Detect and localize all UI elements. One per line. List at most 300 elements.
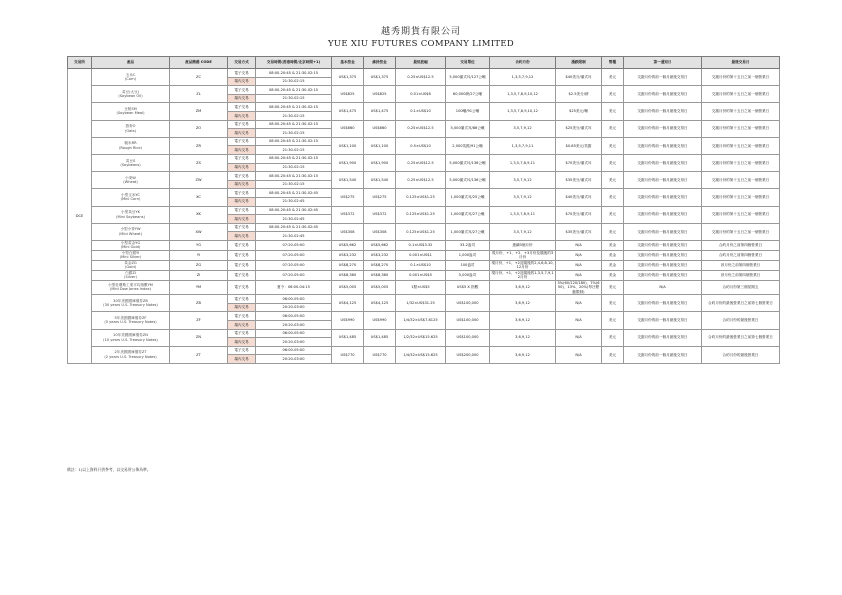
trading-method-cell: 場內交易	[228, 215, 256, 224]
product-name-cn: 小型白銀YI	[121, 250, 140, 255]
product-name-cn: 白銀ZI	[125, 270, 136, 275]
limit-cell: N/A	[556, 250, 602, 260]
trading-hours-cell: 08:00-20:45 & 21:30-02:15	[256, 120, 332, 129]
currency-cell: 美元	[602, 295, 624, 312]
first-notice-cell: 交割月份的前一個月最後交易日	[624, 329, 702, 346]
maintenance-cell: US$1,540	[364, 172, 396, 189]
product-name-cell	[92, 120, 170, 137]
initial-cell: US$1,900	[332, 154, 364, 171]
trading-method-cell: 場內交易	[228, 320, 256, 329]
table-row	[68, 329, 780, 338]
product-name-cn: 小型玉米YC	[121, 192, 140, 197]
product-name-en: (Mini Gold)	[120, 245, 141, 250]
product-name-en: (Soybean Oil)	[118, 94, 143, 99]
product-code-cell: YI	[170, 250, 228, 260]
first-notice-cell: 交割月份的前一個月最後交易日	[624, 295, 702, 312]
tick-cell: 0.1×US$3.32	[396, 240, 446, 250]
trading-hours-cell: 06:00-05:00	[256, 295, 332, 304]
maintenance-cell: US$825	[364, 86, 396, 103]
trading-hours-cell: 07:20-05:00	[256, 270, 332, 280]
maintenance-cell: US$660	[364, 120, 396, 137]
first-notice-cell: 交割月份的前一個月最後交易日	[624, 250, 702, 260]
limit-cell: $25美分/蒲式耳	[556, 120, 602, 137]
product-name-cell	[92, 154, 170, 171]
unit-cell: 100噸/91公噸	[446, 103, 490, 120]
months-cell: 3,5,7,9,12	[490, 172, 556, 189]
trading-method-cell: 場內交易	[228, 146, 256, 155]
trading-hours-cell: 07:20-05:00	[256, 250, 332, 260]
months-cell: 1,3,5,7,8,9,10,12	[490, 86, 556, 103]
table-row	[68, 86, 780, 95]
initial-cell: US$1,540	[332, 172, 364, 189]
first-notice-cell: 交割月份的前一個月最後交易日	[624, 137, 702, 154]
table-row	[68, 172, 780, 181]
initial-cell: US$4,125	[332, 295, 364, 312]
product-name-cn: 小型黃豆YK	[121, 210, 140, 215]
maintenance-cell: US$3,232	[364, 250, 396, 260]
tick-cell: 0.125×US$1.25	[396, 206, 446, 223]
initial-cell: US$5,662	[332, 240, 364, 250]
table-row	[68, 206, 780, 215]
unit-cell: 33.2盎司	[446, 240, 490, 250]
limit-cell: N/A	[556, 240, 602, 250]
contract-spec-table	[67, 56, 780, 364]
maintenance-cell: US$8,270	[364, 260, 396, 270]
currency-cell: 美金	[602, 240, 624, 250]
table-row	[68, 137, 780, 146]
initial-cell: US$825	[332, 86, 364, 103]
last-trade-cell: 合約月份的最後營業日之前第七個營業日	[702, 329, 780, 346]
table-row	[68, 154, 780, 163]
months-cell: 現月份、+1、+2及隨後的2,4,6,8,10,12月份	[491, 260, 554, 270]
initial-cell: US$275	[332, 189, 364, 206]
product-name-en: (Oats)	[124, 128, 137, 133]
product-code-cell: ZS	[170, 154, 228, 171]
first-notice-cell: 交割月份的前一個月最後交易日	[624, 270, 702, 280]
product-name-cn: 小型小麥YW	[120, 227, 141, 232]
first-notice-cell: 交割月份的前一個月最後交易日	[624, 172, 702, 189]
trading-hours-cell: 08:00-20:45 & 21:30-02:15	[256, 172, 332, 181]
trading-hours-cell: 08:00-20:45 & 21:30-02:15	[256, 103, 332, 112]
first-notice-cell: 交割月份的前一個月最後交易日	[624, 120, 702, 137]
unit-cell: 100盎司	[446, 260, 490, 270]
trading-method-cell: 電子交易	[228, 312, 256, 321]
footnote: 備註：1)以上資料只供參考，以交易所公佈為準。	[67, 467, 151, 472]
limit-cell: N/A	[556, 270, 602, 280]
months-cell: 現月份、+1、+2、+3月份及隨後的3月份	[490, 250, 556, 260]
currency-cell: 美元	[602, 103, 624, 120]
table-row	[68, 346, 780, 355]
column-header: 最低波幅	[396, 57, 446, 69]
unit-cell: US$100,000	[446, 312, 490, 329]
product-code-cell: ZI	[170, 270, 228, 280]
tick-cell: 0.5×US$10	[396, 137, 446, 154]
column-header: 基本按金	[332, 57, 364, 69]
months-cell: 1,3,5,7,8,9,11	[490, 206, 556, 223]
product-name-cell	[92, 206, 170, 223]
tick-cell: 0.25×US$12.5	[396, 172, 446, 189]
product-name-cell	[92, 172, 170, 189]
tick-cell: 0.1×US$10	[396, 103, 446, 120]
trading-method-cell: 電子交易	[228, 280, 256, 294]
unit-cell: 1,000蒲式耳/25公噸	[446, 189, 490, 206]
limit-cell: $25美元/噸	[556, 103, 602, 120]
limit-cell: N/A	[556, 346, 602, 363]
product-name-en: (10 years U.S. Treasury Notes)	[103, 337, 158, 342]
product-name-cell	[92, 189, 170, 206]
last-trade-cell: 合約月份第三個星期五	[702, 280, 780, 294]
maintenance-cell: US$5,662	[364, 240, 396, 250]
trading-method-cell: 場內交易	[228, 197, 256, 206]
trading-method-cell: 電子交易	[228, 250, 256, 260]
trading-hours-cell: 夏令：06:00-04:15	[256, 280, 332, 294]
product-code-cell: ZO	[170, 120, 228, 137]
maintenance-cell: US$5,005	[364, 280, 396, 294]
limit-cell: $40美分/蒲式耳	[556, 69, 602, 86]
last-trade-cell: 該月份之前第四個營業日	[702, 270, 780, 280]
trading-method-cell: 電子交易	[228, 86, 256, 95]
last-trade-cell: 交割月份的第十五日之前一個營業日	[702, 103, 780, 120]
trading-hours-cell: 21:30-02:15	[256, 180, 332, 189]
months-cell: 1,3,5,7,9,11	[490, 137, 556, 154]
product-name-en: (Mini Soybeans)	[116, 214, 145, 219]
product-name-cn: 燕麥O	[125, 124, 136, 129]
company-name-cn: 越秀期貨有限公司	[380, 27, 461, 37]
product-name-en: (Soybean Meal)	[116, 111, 145, 116]
first-notice-cell: N/A	[624, 280, 702, 294]
first-notice-cell: 交割月份的前一個月最後交易日	[624, 103, 702, 120]
trading-hours-cell: 21:30-02:15	[256, 146, 332, 155]
trading-method-cell: 場內交易	[228, 338, 256, 347]
product-name-cn: 黃豆(大豆)	[121, 89, 140, 94]
months-cell: 現月份、+1、+2及隨後的1,3,5,7,9,12月份	[491, 270, 554, 280]
first-notice-cell: 交割月份的前一個月最後交易日	[624, 240, 702, 250]
last-trade-cell: 合約月份的最後營業日	[702, 312, 780, 329]
limit-cell: N/A	[556, 295, 602, 312]
product-code-cell: ZG	[170, 260, 228, 270]
currency-cell: 美元	[602, 312, 624, 329]
product-name-cell	[92, 295, 170, 312]
initial-cell: US$5,005	[332, 280, 364, 294]
maintenance-cell: US$275	[364, 189, 396, 206]
table-row	[68, 260, 780, 270]
unit-cell: 5,000蒲式耳/136公噸	[446, 172, 490, 189]
limit-cell: 3%(60/120/180)、7%(650)、13%、20%(每日變動限制)	[557, 280, 600, 294]
product-name-en: (Silver)	[124, 275, 137, 280]
trading-hours-cell: 06:00-05:00	[256, 346, 332, 355]
trading-hours-cell: 20:20-03:00	[256, 355, 332, 364]
trading-hours-cell: 08:00-20:45 & 21:30-02:15	[256, 86, 332, 95]
unit-cell: 1,000蒲式耳/27公噸	[446, 223, 490, 240]
product-name-en: (Mini Wheat)	[119, 231, 142, 236]
last-trade-cell: 合約月份之前第四個營業日	[702, 250, 780, 260]
limit-cell: $35美分/蒲式耳	[556, 172, 602, 189]
product-name-en: (Mini Silver)	[119, 255, 142, 260]
product-name-en: (Soybeans)	[120, 163, 141, 168]
tick-cell: 1/4/32×US$7.8125	[396, 312, 446, 329]
initial-cell: US$308	[332, 223, 364, 240]
months-cell: 1,3,5,7,8,9,10,12	[490, 103, 556, 120]
first-notice-cell: 交割月份的前一個月最後交易日	[624, 260, 702, 270]
last-trade-cell: 交割月份的第十五日之前一個營業日	[702, 86, 780, 103]
trading-method-cell: 電子交易	[228, 240, 256, 250]
maintenance-cell: US$308	[364, 223, 396, 240]
product-code-cell: YG	[170, 240, 228, 250]
column-header: 交易時間(香港時間/北京時間+1)	[256, 57, 332, 69]
product-name-en: (Gold)	[124, 265, 137, 270]
trading-method-cell: 電子交易	[228, 329, 256, 338]
product-name-cn: 小型杜瓊斯工業平均指數YM	[108, 282, 153, 287]
column-header: 交易方式	[228, 57, 256, 69]
currency-cell: 美金	[602, 260, 624, 270]
first-notice-cell: 交割月份的前一個月最後交易日	[624, 223, 702, 240]
months-cell: 連續3個月份	[490, 240, 556, 250]
trading-method-cell: 電子交易	[228, 295, 256, 304]
product-name-en: (2 years U.S. Treasury Notes)	[104, 354, 157, 359]
trading-hours-cell: 07:20-05:00	[256, 240, 332, 250]
trading-hours-cell: 20:20-03:00	[256, 320, 332, 329]
trading-method-cell: 電子交易	[228, 103, 256, 112]
currency-cell: 美元	[602, 206, 624, 223]
trading-method-cell: 場內交易	[228, 355, 256, 364]
trading-method-cell: 場內交易	[228, 77, 256, 86]
product-name-cell	[92, 312, 170, 329]
trading-hours-cell: 08:00-20:45 & 21:30-02:15	[256, 154, 332, 163]
unit-cell: 5,000蒲式耳/127公噸	[446, 69, 490, 86]
months-cell: 3,6,9,12	[490, 329, 556, 346]
exchange-cell: DCE	[68, 69, 92, 364]
column-header: 交易單位	[446, 57, 490, 69]
product-name-cn: 30年美國國庫債券ZB	[113, 298, 148, 303]
limit-cell: $0.85美元/英擔	[556, 137, 602, 154]
product-name-cell	[92, 86, 170, 103]
product-code-cell: ZM	[170, 103, 228, 120]
column-header: 第一通知日	[624, 57, 702, 69]
initial-cell: US$1,375	[332, 69, 364, 86]
maintenance-cell: US$1,485	[364, 329, 396, 346]
trading-hours-cell: 08:00-20:45 & 21:30-02:15	[256, 69, 332, 78]
product-name-cell	[92, 223, 170, 240]
product-name-cell	[92, 103, 170, 120]
product-name-cn: 玉米C	[125, 72, 136, 77]
table-row	[68, 295, 780, 304]
currency-cell: 美元	[602, 346, 624, 363]
currency-cell: 美元	[602, 172, 624, 189]
unit-cell: 1,000盎司	[446, 250, 490, 260]
product-name-en: (Mini Corn)	[120, 197, 141, 202]
trading-method-cell: 場內交易	[228, 163, 256, 172]
currency-cell: 美元	[602, 223, 624, 240]
product-name-cell	[92, 270, 170, 280]
product-code-cell: ZR	[170, 137, 228, 154]
product-name-cell	[92, 250, 170, 260]
product-name-en: (Corn)	[124, 77, 137, 82]
product-name-cell	[92, 137, 170, 154]
first-notice-cell: 交割月份的前一個月最後交易日	[624, 154, 702, 171]
product-name-cell	[92, 346, 170, 363]
first-notice-cell: 交割月份的前一個月最後交易日	[624, 206, 702, 223]
tick-cell: 1點×US$5	[396, 280, 446, 294]
limit-cell: $35美分/蒲式耳	[556, 223, 602, 240]
table-row	[68, 250, 780, 260]
maintenance-cell: US$4,125	[364, 295, 396, 312]
product-code-cell: ZC	[170, 69, 228, 86]
currency-cell: 美金	[602, 250, 624, 260]
trading-hours-cell: 21:30-02:15	[256, 129, 332, 138]
tick-cell: 0.25×US$12.5	[396, 120, 446, 137]
initial-cell: US$8,270	[332, 260, 364, 270]
table-header-row	[68, 57, 780, 69]
trading-hours-cell: 20:20-03:00	[256, 338, 332, 347]
trading-method-cell: 電子交易	[228, 120, 256, 129]
product-name-cn: 5年美國國庫債券ZF	[114, 316, 147, 320]
initial-cell: US$660	[332, 120, 364, 137]
trading-hours-cell: 07:20-05:00	[256, 260, 332, 270]
product-name-en: (Rough Rice)	[119, 145, 142, 150]
product-name-cell	[92, 329, 170, 346]
column-header: 合約月份	[490, 57, 556, 69]
trading-hours-cell: 08:00-20:45 & 21:30-02:45	[256, 223, 332, 232]
company-name-en: YUE XIU FUTURES COMPANY LIMITED	[327, 39, 515, 49]
document-header	[0, 24, 842, 49]
maintenance-cell: US$1,900	[364, 154, 396, 171]
last-trade-cell: 合約月份之前第四個營業日	[702, 240, 780, 250]
unit-cell: 5,000蒲式耳/86公噸	[446, 120, 490, 137]
product-code-cell: ZN	[170, 329, 228, 346]
months-cell: 3,6,9,12	[490, 295, 556, 312]
trading-hours-cell: 06:00-05:00	[256, 312, 332, 321]
months-cell: 3,5,7,9,12	[490, 189, 556, 206]
currency-cell: 美元	[602, 120, 624, 137]
trading-method-cell: 電子交易	[228, 154, 256, 163]
trading-hours-cell: 21:30-02:45	[256, 197, 332, 206]
limit-cell: $2.5美分/磅	[556, 86, 602, 103]
tick-cell: 0.125×US$1.25	[396, 223, 446, 240]
unit-cell: US$100,000	[446, 295, 490, 312]
months-cell: 3,6,9,12	[490, 312, 556, 329]
maintenance-cell: US$1,100	[364, 137, 396, 154]
initial-cell: US$372	[332, 206, 364, 223]
first-notice-cell: 交割月份的前一個月最後交易日	[624, 189, 702, 206]
trading-hours-cell: 20:20-03:00	[256, 303, 332, 312]
first-notice-cell: 交割月份的前一個月最後交易日	[624, 312, 702, 329]
trading-method-cell: 電子交易	[228, 260, 256, 270]
trading-hours-cell: 21:30-02:45	[256, 232, 332, 241]
unit-cell: 5,000盎司	[446, 270, 490, 280]
maintenance-cell: US$1,475	[364, 103, 396, 120]
initial-cell: US$1,475	[332, 103, 364, 120]
product-code-cell: ZB	[170, 295, 228, 312]
maintenance-cell: US$8,360	[364, 270, 396, 280]
tick-cell: 1/4/32×US$15.625	[396, 346, 446, 363]
trading-hours-cell: 21:30-02:15	[256, 94, 332, 103]
currency-cell: 美元	[602, 137, 624, 154]
product-code-cell: ZT	[170, 346, 228, 363]
currency-cell: 美元	[602, 86, 624, 103]
tick-cell: 1/32×US$31.25	[396, 295, 446, 312]
tick-cell: 0.001×US$5	[396, 270, 446, 280]
unit-cell: 5,000蒲式耳/136公噸	[446, 154, 490, 171]
trading-method-cell: 電子交易	[228, 137, 256, 146]
maintenance-cell: US$372	[364, 206, 396, 223]
months-cell: 3,6,9,12	[490, 280, 556, 294]
trading-method-cell: 場內交易	[228, 94, 256, 103]
product-name-cn: 10年美國國庫債券ZN	[113, 333, 148, 338]
limit-cell: $40美分/蒲式耳	[556, 189, 602, 206]
column-header: 產品簡碼 CODE	[170, 57, 228, 69]
table-row	[68, 189, 780, 198]
product-name-cn: 2年美國國庫債券ZT	[114, 350, 147, 355]
product-name-cn: 小麥W	[125, 175, 136, 180]
trading-hours-cell: 08:00-20:45 & 21:30-02:15	[256, 137, 332, 146]
table-row	[68, 223, 780, 232]
last-trade-cell: 交割月份的第十五日之前一個營業日	[702, 120, 780, 137]
tick-cell: 0.25×US$12.5	[396, 69, 446, 86]
trading-method-cell: 場內交易	[228, 232, 256, 241]
months-cell: 1,3,5,7,9,12	[490, 69, 556, 86]
unit-cell: US$100,000	[446, 329, 490, 346]
product-code-cell: ZL	[170, 86, 228, 103]
last-trade-cell: 交割月份的第十五日之前一個營業日	[702, 137, 780, 154]
first-notice-cell: 交割月份的前一個月最後交易日	[624, 346, 702, 363]
product-name-cell	[92, 69, 170, 86]
initial-cell: US$1,100	[332, 137, 364, 154]
trading-method-cell: 場內交易	[228, 180, 256, 189]
product-name-cn: 黃金ZG	[124, 260, 137, 265]
last-trade-cell: 交割月份的第十五日之前一個營業日	[702, 223, 780, 240]
trading-method-cell: 電子交易	[228, 189, 256, 198]
trading-method-cell: 電子交易	[228, 206, 256, 215]
column-header: 漲跌限制	[556, 57, 602, 69]
trading-method-cell: 場內交易	[228, 303, 256, 312]
last-trade-cell: 交割月份的第十五日之前一個營業日	[702, 69, 780, 86]
months-cell: 3,5,7,9,12	[490, 120, 556, 137]
last-trade-cell: 交割月份的第十五日之前一個營業日	[702, 206, 780, 223]
product-code-cell: XK	[170, 206, 228, 223]
limit-cell: N/A	[556, 329, 602, 346]
maintenance-cell: US$1,375	[364, 69, 396, 86]
product-code-cell: ZF	[170, 312, 228, 329]
tick-cell: 1/2/32×US$15.625	[396, 329, 446, 346]
currency-cell: 美元	[602, 329, 624, 346]
product-code-cell: XW	[170, 223, 228, 240]
table-row	[68, 280, 780, 294]
trading-method-cell: 電子交易	[228, 223, 256, 232]
table-row	[68, 240, 780, 250]
currency-cell: 美元	[602, 280, 624, 294]
tick-cell: 0.25×US$12.5	[396, 154, 446, 171]
column-header: 維持按金	[364, 57, 396, 69]
trading-hours-cell: 21:30-02:15	[256, 111, 332, 120]
first-notice-cell: 交割月份的前一個月最後交易日	[624, 69, 702, 86]
column-header: 幣種	[602, 57, 624, 69]
product-code-cell: XC	[170, 189, 228, 206]
last-trade-cell: 合約月份的最後營業日	[702, 346, 780, 363]
months-cell: 3,6,9,12	[490, 346, 556, 363]
product-name-en: (5 years U.S. Treasury Notes)	[104, 320, 157, 325]
initial-cell: US$3,232	[332, 250, 364, 260]
product-code-cell: ZW	[170, 172, 228, 189]
currency-cell: 美金	[602, 270, 624, 280]
tick-cell: 0.001×US$1	[396, 250, 446, 260]
unit-cell: 1,000蒲式耳/27公噸	[446, 206, 490, 223]
initial-cell: US$8,360	[332, 270, 364, 280]
trading-hours-cell: 06:00-05:00	[256, 329, 332, 338]
trading-method-cell: 場內交易	[228, 129, 256, 138]
product-name-en: (Wheat)	[123, 180, 138, 185]
trading-method-cell: 電子交易	[228, 172, 256, 181]
trading-hours-cell: 08:00-20:45 & 21:30-02:45	[256, 206, 332, 215]
